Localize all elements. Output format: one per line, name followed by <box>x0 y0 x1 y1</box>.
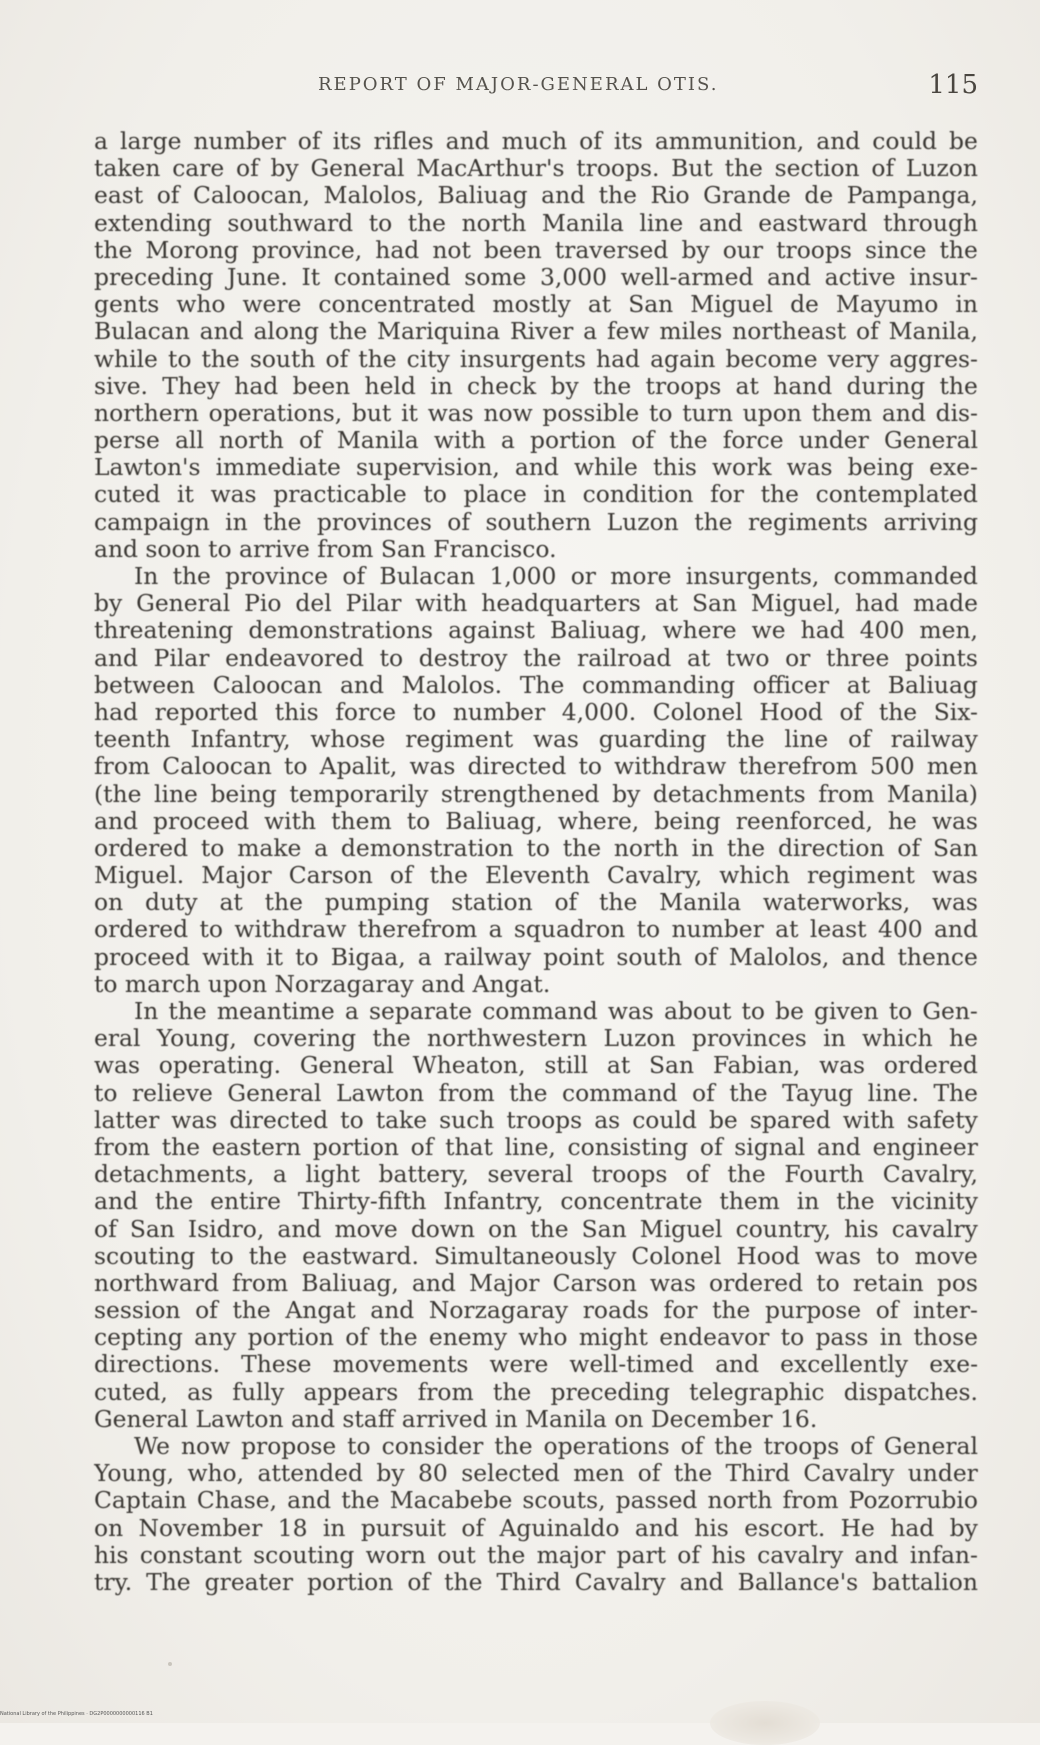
text-line: from the eastern portion of that line, consisting of signal and engineer <box>94 1133 978 1161</box>
text-line: preceding June. It contained some 3,000 well-armed and active insur- <box>94 263 978 291</box>
text-line: perse all north of Manila with a portion of the force under General <box>94 427 978 455</box>
text-line: to relieve General Lawton from the command of the Tayug line. The <box>94 1079 978 1107</box>
text-line: proceed with it to Bigaa, a railway point south of Malolos, and thence <box>94 943 978 971</box>
text-line: on November 18 in pursuit of Aguinaldo and his escort. He had by <box>94 1514 978 1542</box>
text-line: We now propose to consider the operations of the troops of General <box>134 1433 978 1460</box>
text-line: ordered to withdraw therefrom a squadron to number at least 400 and <box>94 916 978 944</box>
text-line: General Lawton and staff arrived in Manila on December 16. <box>94 1405 818 1433</box>
text-line: eral Young, covering the northwestern Luzon provinces in which he <box>94 1025 978 1053</box>
text-line: sive. They had been held in check by the troops at hand during the <box>94 372 978 400</box>
scan-thumb-shadow <box>710 1701 820 1745</box>
page-number: 115 <box>928 70 978 100</box>
text-line: northward from Baliuag, and Major Carson was ordered to retain pos <box>94 1269 978 1297</box>
text-line: latter was directed to take such troops as could be spared with safety <box>94 1106 978 1134</box>
text-line: to march upon Norzagaray and Angat. <box>94 970 551 998</box>
text-line: and the entire Thirty-fifth Infantry, concentrate them in the vicinity <box>94 1188 978 1216</box>
text-line: his constant scouting worn out the major part of his cavalry and infan- <box>94 1541 978 1569</box>
body-text <box>94 128 978 1596</box>
text-line: gents who were concentrated mostly at San Miguel de Mayumo in <box>94 291 978 319</box>
text-line: east of Caloocan, Malolos, Baliuag and the Rio Grande de Pampanga, <box>94 182 978 210</box>
text-line: the Morong province, had not been traversed by our troops since the <box>94 236 978 264</box>
text-line: teenth Infantry, whose regiment was guarding the line of railway <box>94 726 978 754</box>
text-line: directions. These movements were well-timed and excellently exe- <box>94 1351 978 1379</box>
text-line: northern operations, but it was now possible to turn upon them and dis- <box>94 399 978 427</box>
scan-footer: National Library of the Philippines · DG2P0000000000116 B1 <box>0 1711 153 1717</box>
text-line: session of the Angat and Norzagaray roads for the purpose of inter- <box>94 1297 978 1325</box>
text-line: and Pilar endeavored to destroy the railroad at two or three points <box>94 644 978 672</box>
text-line: while to the south of the city insurgents had again become very aggres- <box>94 345 978 373</box>
text-line: of San Isidro, and move down on the San Miguel country, his cavalry <box>94 1215 978 1243</box>
text-line: Miguel. Major Carson of the Eleventh Cavalry, which regiment was <box>94 862 978 890</box>
text-line: and soon to arrive from San Francisco. <box>94 535 557 563</box>
text-line: In the province of Bulacan 1,000 or more insurgents, commanded <box>134 563 978 590</box>
text-line: extending southward to the north Manila line and eastward through <box>94 209 978 237</box>
text-line: threatening demonstrations against Baliuag, where we had 400 men, <box>94 617 978 645</box>
text-line: Captain Chase, and the Macabebe scouts, passed north from Pozorrubio <box>94 1487 978 1515</box>
text-line: cuted it was practicable to place in condition for the contemplated <box>94 481 978 509</box>
text-line: and proceed with them to Baliuag, where, being reenforced, he was <box>94 807 978 835</box>
text-line: taken care of by General MacArthur's troops. But the section of Luzon <box>94 155 978 183</box>
text-line: campaign in the provinces of southern Luzon the regiments arriving <box>94 508 978 536</box>
text-line: scouting to the eastward. Simultaneously Colonel Hood was to move <box>94 1242 978 1270</box>
text-line: Lawton's immediate supervision, and while this work was being exe- <box>94 454 978 482</box>
text-line: was operating. General Wheaton, still at San Fabian, was ordered <box>94 1052 978 1080</box>
text-line: a large number of its rifles and much of its ammunition, and could be <box>94 128 978 155</box>
text-line: cepting any portion of the enemy who might endeavor to pass in those <box>94 1324 978 1352</box>
text-line: (the line being temporarily strengthened by detachments from Manila) <box>94 780 978 808</box>
text-line: detachments, a light battery, several troops of the Fourth Cavalry, <box>94 1161 978 1189</box>
text-line: between Caloocan and Malolos. The commanding officer at Baliuag <box>94 671 978 699</box>
text-line: had reported this force to number 4,000. Colonel Hood of the Six- <box>94 698 978 726</box>
text-line: cuted, as fully appears from the preceding telegraphic dispatches. <box>94 1378 978 1406</box>
text-line: try. The greater portion of the Third Cavalry and Ballance's battalion <box>94 1568 978 1596</box>
text-line: by General Pio del Pilar with headquarters at San Miguel, had made <box>94 590 978 618</box>
page-header <box>318 72 978 104</box>
text-line: on duty at the pumping station of the Manila waterworks, was <box>94 889 978 917</box>
text-line: Bulacan and along the Mariquina River a few miles northeast of Manila, <box>94 318 978 346</box>
text-line: In the meantime a separate command was about to be given to Gen- <box>134 998 978 1025</box>
running-head: REPORT OF MAJOR-GENERAL OTIS. <box>318 74 719 95</box>
paper-speck <box>168 1662 172 1666</box>
text-line: ordered to make a demonstration to the north in the direction of San <box>94 834 978 862</box>
text-line: from Caloocan to Apalit, was directed to withdraw therefrom 500 men <box>94 753 978 781</box>
text-line: Young, who, attended by 80 selected men of the Third Cavalry under <box>94 1460 978 1488</box>
